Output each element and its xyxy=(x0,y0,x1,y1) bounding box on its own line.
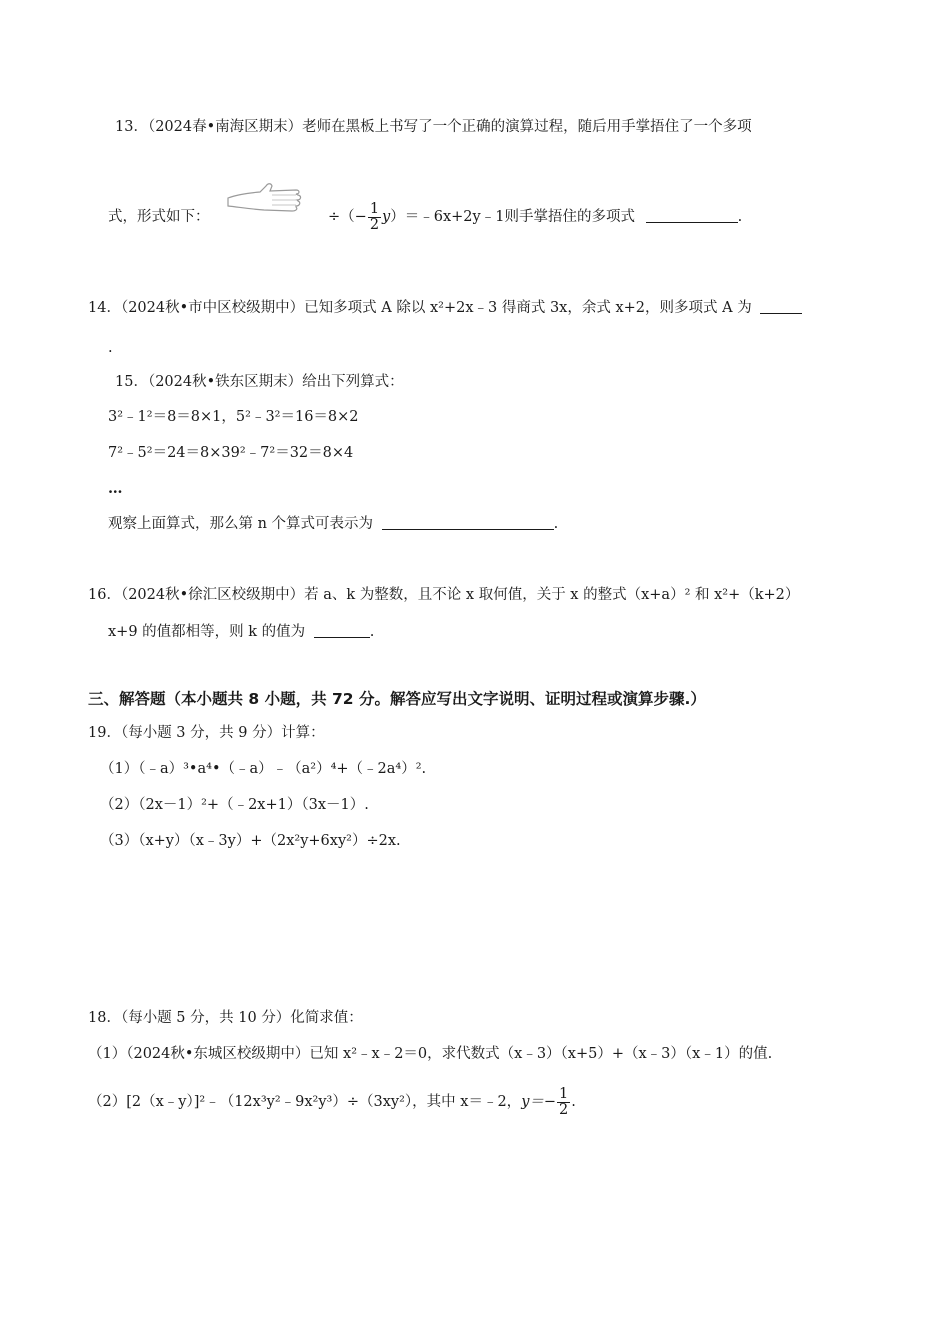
q19-part3: （3）（x+y）（x﹣3y）+（2x²y+6xy²）÷2x. xyxy=(100,833,401,849)
q19-title: 19．（每小题 3 分，共 9 分）计算： xyxy=(88,725,325,741)
q13-frac-num: 1 xyxy=(369,201,380,217)
q18-part1: （1）（2024秋•东城区校级期中）已知 x²﹣x﹣2＝0，求代数式（x﹣3）（x+5）+（x﹣3）（x﹣1）的值. xyxy=(88,1046,773,1062)
q15-row1: 3²﹣1²＝8＝8×1，5²﹣3²＝16＝8×2 xyxy=(108,409,359,425)
q13-fraction xyxy=(368,202,381,232)
q16-end: . xyxy=(369,624,375,640)
q18-frac-den: 2 xyxy=(559,1101,569,1118)
q16-text: x+9 的值都相等，则 k 的值为 xyxy=(108,624,306,640)
q18-fraction xyxy=(557,1087,570,1117)
q13-line2 xyxy=(108,207,210,227)
section3-heading: 三、解答题（本小题共 8 小题，共 72 分。解答应写出文字说明、证明过程或演算步骤.） xyxy=(88,690,706,708)
q19-part2: （2）（2x－1）²+（﹣2x+1）（3x－1）. xyxy=(100,797,369,813)
q15-observe-line xyxy=(108,514,558,534)
q13-line1: 13．（2024春•南海区期末）老师在黑板上书写了一个正确的演算过程，随后用手掌捂住了一个多项 xyxy=(115,119,752,135)
q13-rhs: ）＝﹣6x+2y﹣1则手掌捂住的多项式 xyxy=(390,209,635,225)
hand-icon xyxy=(226,178,306,212)
q13-frac-den: 2 xyxy=(369,216,380,233)
q13-div-open: ÷（− xyxy=(328,209,367,225)
q15-observe: 观察上面算式，那么第 n 个算式可表示为 xyxy=(108,516,374,532)
q18-frac-num: 1 xyxy=(559,1086,569,1102)
q14-line1 xyxy=(88,298,802,318)
q15-line1: 15．（2024秋•铁东区期末）给出下列算式： xyxy=(115,374,404,390)
q16-line2 xyxy=(108,622,374,642)
q15-end: . xyxy=(553,516,559,532)
q14-line2: . xyxy=(108,340,113,356)
q13-var-y: y xyxy=(382,209,391,225)
q14-answer-blank[interactable] xyxy=(760,299,802,314)
q18-end: . xyxy=(571,1094,576,1110)
q15-ellipsis: … xyxy=(108,480,123,497)
q16-line1: 16．（2024秋•徐汇区校级期中）若 a、k 为整数，且不论 x 取何值，关于 x 的整式（x+a）² 和 x²+（k+2） xyxy=(88,587,800,603)
q18-part2 xyxy=(88,1082,576,1122)
q13-answer-blank[interactable] xyxy=(646,208,738,223)
q15-row2: 7²﹣5²＝24＝8×39²﹣7²＝32＝8×4 xyxy=(108,445,354,461)
q18-part2-text: （2）[2（x﹣y）]²﹣（12x³y²﹣9x²y³）÷（3xy²），其中 x＝﹣2， xyxy=(88,1094,522,1110)
q18-title: 18．（每小题 5 分，共 10 分）化简求值： xyxy=(88,1010,363,1026)
q18-y-value: y＝− xyxy=(521,1094,557,1110)
q13-prefix: 式，形式如下： xyxy=(108,209,210,225)
q13-expression xyxy=(328,197,742,237)
q13-end: . xyxy=(737,209,743,225)
q16-answer-blank[interactable] xyxy=(314,623,370,638)
q15-answer-blank[interactable] xyxy=(382,515,554,530)
q19-part1: （1）（﹣a）³•a⁴•（﹣a）﹣（a²）⁴+（﹣2a⁴）². xyxy=(100,761,427,777)
q14-text: 14．（2024秋•市中区校级期中）已知多项式 A 除以 x²+2x﹣3 得商式 3x，余式 x+2，则多项式 A 为 xyxy=(88,300,752,316)
